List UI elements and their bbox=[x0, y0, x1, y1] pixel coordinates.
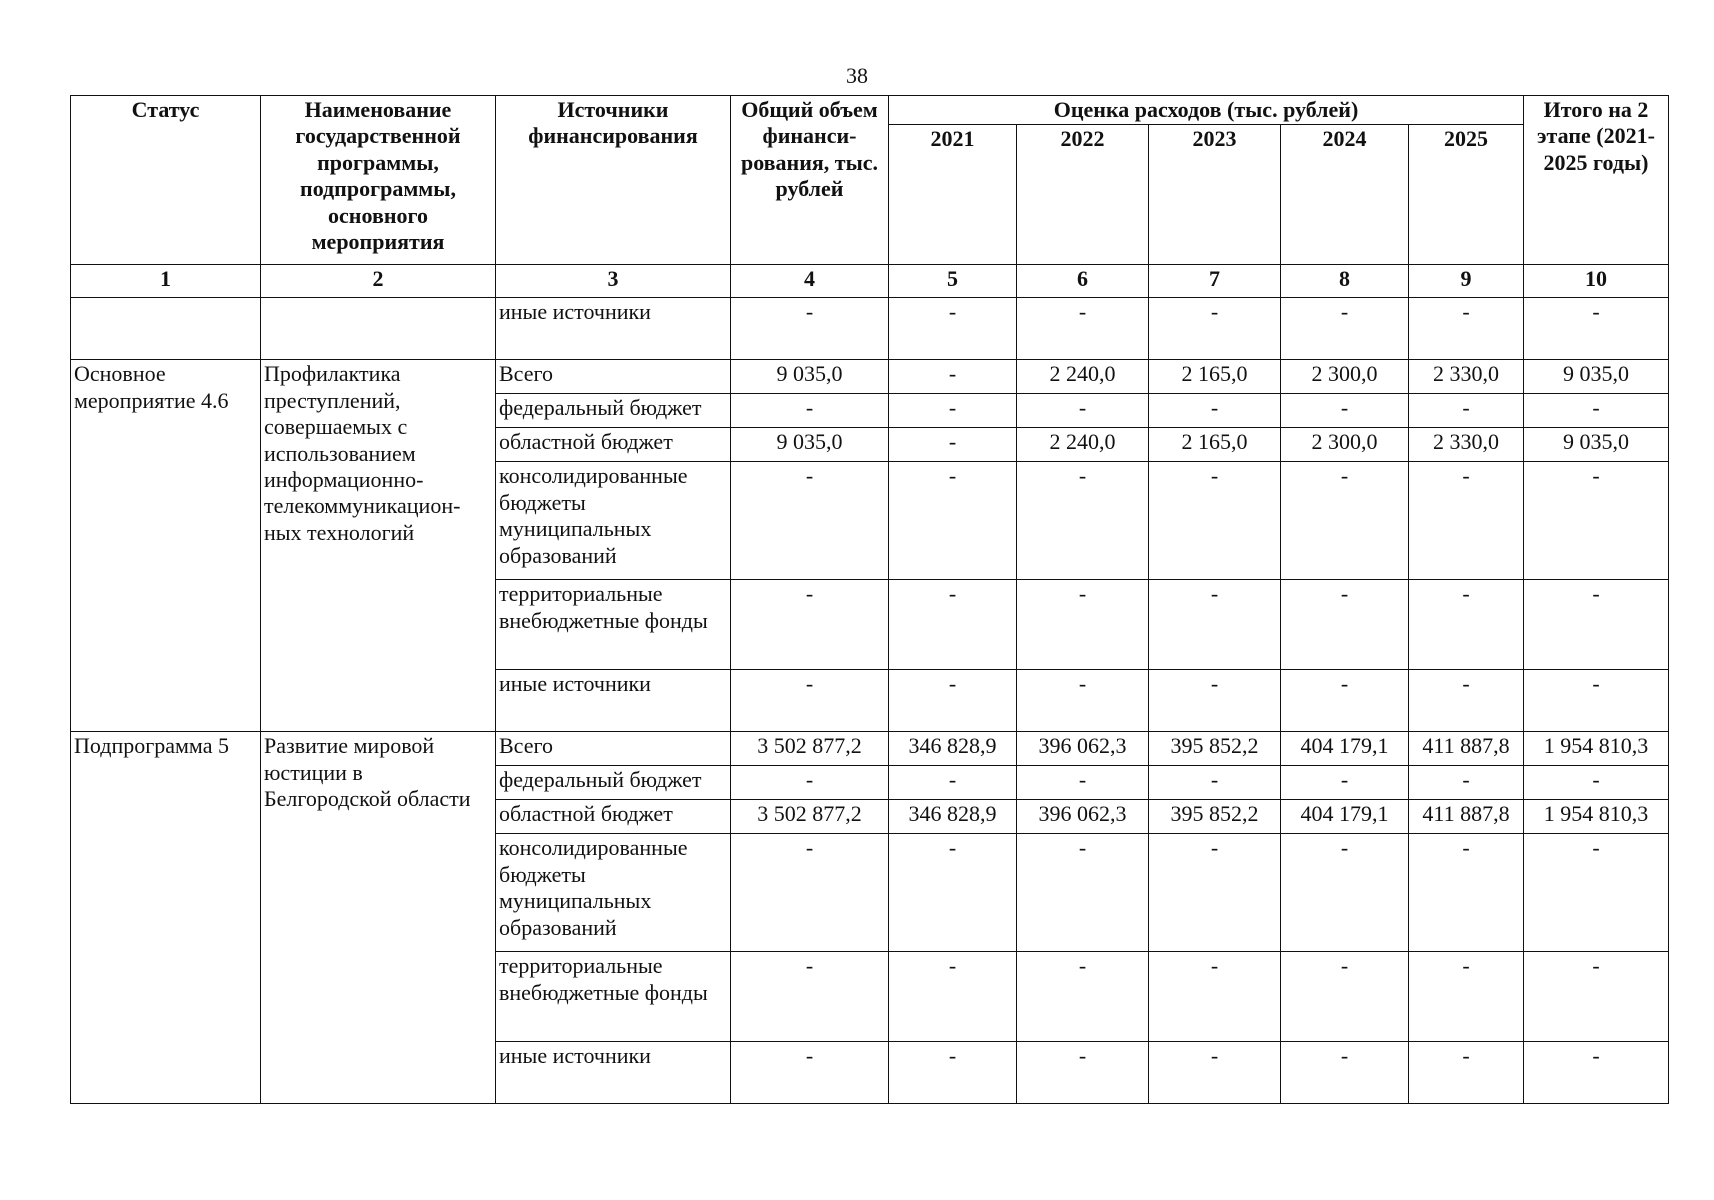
row-value: - bbox=[1524, 394, 1669, 428]
row-value: 346 828,9 bbox=[889, 732, 1017, 766]
row-value: - bbox=[1409, 298, 1524, 360]
header-total: Общий объем финанси-рования, тыс. рублей bbox=[731, 96, 889, 265]
row-value: - bbox=[1017, 462, 1149, 580]
row-source: Всего bbox=[496, 732, 731, 766]
row-value: - bbox=[1524, 298, 1669, 360]
row-value: - bbox=[1524, 952, 1669, 1042]
column-number: 4 bbox=[731, 265, 889, 298]
row-value: - bbox=[1409, 834, 1524, 952]
row-value: - bbox=[1281, 462, 1409, 580]
row-value: - bbox=[1149, 394, 1281, 428]
row-value: - bbox=[1281, 834, 1409, 952]
row-value: - bbox=[731, 298, 889, 360]
row-value: 346 828,9 bbox=[889, 800, 1017, 834]
row-source: иные источники bbox=[496, 1042, 731, 1104]
row-value: 1 954 810,3 bbox=[1524, 732, 1669, 766]
row-source: федеральный бюджет bbox=[496, 766, 731, 800]
row-value: - bbox=[731, 580, 889, 670]
row-value: - bbox=[1017, 670, 1149, 732]
row-value: - bbox=[889, 580, 1017, 670]
row-value: - bbox=[1409, 766, 1524, 800]
column-number: 7 bbox=[1149, 265, 1281, 298]
row-value: - bbox=[731, 834, 889, 952]
row-value: - bbox=[1149, 834, 1281, 952]
row-value: - bbox=[1017, 298, 1149, 360]
row-value: - bbox=[1281, 1042, 1409, 1104]
row-value: 2 165,0 bbox=[1149, 428, 1281, 462]
row-program-name: Профилактика преступлений, совершаемых с использованием информационно-телекоммуникацион-ных технологий bbox=[261, 360, 496, 732]
row-value: 2 165,0 bbox=[1149, 360, 1281, 394]
column-number-row bbox=[71, 265, 1669, 298]
table-body bbox=[71, 298, 1669, 1104]
row-value: - bbox=[889, 1042, 1017, 1104]
row-value: 404 179,1 bbox=[1281, 732, 1409, 766]
row-value: - bbox=[1524, 462, 1669, 580]
row-value: 9 035,0 bbox=[1524, 428, 1669, 462]
row-source: консолидированные бюджеты муниципальных образований bbox=[496, 462, 731, 580]
row-value: 9 035,0 bbox=[1524, 360, 1669, 394]
row-status: Основное мероприятие 4.6 bbox=[71, 360, 261, 732]
row-source: Всего bbox=[496, 360, 731, 394]
row-value: 2 300,0 bbox=[1281, 428, 1409, 462]
row-source: территориальные внебюджетные фонды bbox=[496, 952, 731, 1042]
row-value: - bbox=[1017, 580, 1149, 670]
row-value: - bbox=[1281, 394, 1409, 428]
row-program-name bbox=[261, 298, 496, 360]
header-year: 2023 bbox=[1149, 125, 1281, 265]
header-year: 2025 bbox=[1409, 125, 1524, 265]
row-value: - bbox=[1409, 580, 1524, 670]
header-status: Статус bbox=[71, 96, 261, 265]
row-value: - bbox=[889, 428, 1017, 462]
column-number: 5 bbox=[889, 265, 1017, 298]
row-value: 395 852,2 bbox=[1149, 800, 1281, 834]
row-value: - bbox=[1409, 1042, 1524, 1104]
row-value: - bbox=[1281, 580, 1409, 670]
row-value: - bbox=[889, 834, 1017, 952]
row-value: 2 330,0 bbox=[1409, 428, 1524, 462]
header-year: 2022 bbox=[1017, 125, 1149, 265]
row-value: - bbox=[889, 394, 1017, 428]
row-value: - bbox=[731, 670, 889, 732]
row-value: - bbox=[1149, 298, 1281, 360]
row-value: - bbox=[1409, 462, 1524, 580]
row-value: - bbox=[1524, 1042, 1669, 1104]
row-source: федеральный бюджет bbox=[496, 394, 731, 428]
column-number: 1 bbox=[71, 265, 261, 298]
row-source: областной бюджет bbox=[496, 428, 731, 462]
row-value: - bbox=[889, 670, 1017, 732]
row-value: - bbox=[731, 462, 889, 580]
row-value: - bbox=[1149, 670, 1281, 732]
header-name: Наименование государственной программы, подпрограммы, основного мероприятия bbox=[261, 96, 496, 265]
row-value: - bbox=[1409, 394, 1524, 428]
row-value: - bbox=[1017, 1042, 1149, 1104]
row-program-name: Развитие мировой юстиции в Белгородской области bbox=[261, 732, 496, 1104]
table-row bbox=[71, 360, 1669, 394]
page-number: 38 bbox=[846, 63, 868, 88]
row-value: - bbox=[1149, 952, 1281, 1042]
row-value: - bbox=[1281, 298, 1409, 360]
row-value: 396 062,3 bbox=[1017, 800, 1149, 834]
row-value: 396 062,3 bbox=[1017, 732, 1149, 766]
table-row bbox=[71, 732, 1669, 766]
row-value: - bbox=[1149, 580, 1281, 670]
row-value: 2 240,0 bbox=[1017, 428, 1149, 462]
row-value: 2 300,0 bbox=[1281, 360, 1409, 394]
row-value: - bbox=[889, 952, 1017, 1042]
row-value: - bbox=[731, 394, 889, 428]
row-value: - bbox=[1524, 766, 1669, 800]
header-year: 2024 bbox=[1281, 125, 1409, 265]
budget-table bbox=[70, 95, 1669, 1104]
row-value: - bbox=[889, 298, 1017, 360]
row-value: - bbox=[889, 360, 1017, 394]
column-number: 9 bbox=[1409, 265, 1524, 298]
column-number: 8 bbox=[1281, 265, 1409, 298]
row-value: - bbox=[889, 462, 1017, 580]
table-row bbox=[71, 298, 1669, 360]
row-value: 2 330,0 bbox=[1409, 360, 1524, 394]
row-value: - bbox=[1149, 766, 1281, 800]
row-value: - bbox=[1017, 394, 1149, 428]
row-value: 411 887,8 bbox=[1409, 800, 1524, 834]
row-value: - bbox=[889, 766, 1017, 800]
row-value: - bbox=[1281, 670, 1409, 732]
row-value: - bbox=[1281, 952, 1409, 1042]
row-value: - bbox=[1017, 834, 1149, 952]
row-value: - bbox=[731, 766, 889, 800]
column-number: 2 bbox=[261, 265, 496, 298]
row-value: - bbox=[1149, 462, 1281, 580]
row-value: - bbox=[731, 952, 889, 1042]
row-value: 9 035,0 bbox=[731, 360, 889, 394]
row-value: - bbox=[731, 1042, 889, 1104]
row-value: 2 240,0 bbox=[1017, 360, 1149, 394]
header-year: 2021 bbox=[889, 125, 1017, 265]
row-value: 3 502 877,2 bbox=[731, 800, 889, 834]
row-value: - bbox=[1524, 834, 1669, 952]
column-number: 3 bbox=[496, 265, 731, 298]
row-source: областной бюджет bbox=[496, 800, 731, 834]
row-value: 404 179,1 bbox=[1281, 800, 1409, 834]
row-value: 9 035,0 bbox=[731, 428, 889, 462]
row-source: иные источники bbox=[496, 670, 731, 732]
row-value: 411 887,8 bbox=[1409, 732, 1524, 766]
row-value: 395 852,2 bbox=[1149, 732, 1281, 766]
row-value: - bbox=[1017, 766, 1149, 800]
column-number: 6 bbox=[1017, 265, 1149, 298]
row-value: - bbox=[1281, 766, 1409, 800]
row-value: - bbox=[1149, 1042, 1281, 1104]
column-number: 10 bbox=[1524, 265, 1669, 298]
row-source: консолидированные бюджеты муниципальных образований bbox=[496, 834, 731, 952]
row-value: - bbox=[1524, 670, 1669, 732]
row-value: - bbox=[1017, 952, 1149, 1042]
row-value: 1 954 810,3 bbox=[1524, 800, 1669, 834]
header-stage-total: Итого на 2 этапе (2021-2025 годы) bbox=[1524, 96, 1669, 265]
row-status: Подпрограмма 5 bbox=[71, 732, 261, 1104]
row-value: 3 502 877,2 bbox=[731, 732, 889, 766]
row-source: иные источники bbox=[496, 298, 731, 360]
row-source: территориальные внебюджетные фонды bbox=[496, 580, 731, 670]
row-value: - bbox=[1409, 952, 1524, 1042]
row-status bbox=[71, 298, 261, 360]
row-value: - bbox=[1524, 580, 1669, 670]
header-estimate: Оценка расходов (тыс. рублей) bbox=[889, 96, 1524, 125]
row-value: - bbox=[1409, 670, 1524, 732]
header-sources: Источники финансирования bbox=[496, 96, 731, 265]
